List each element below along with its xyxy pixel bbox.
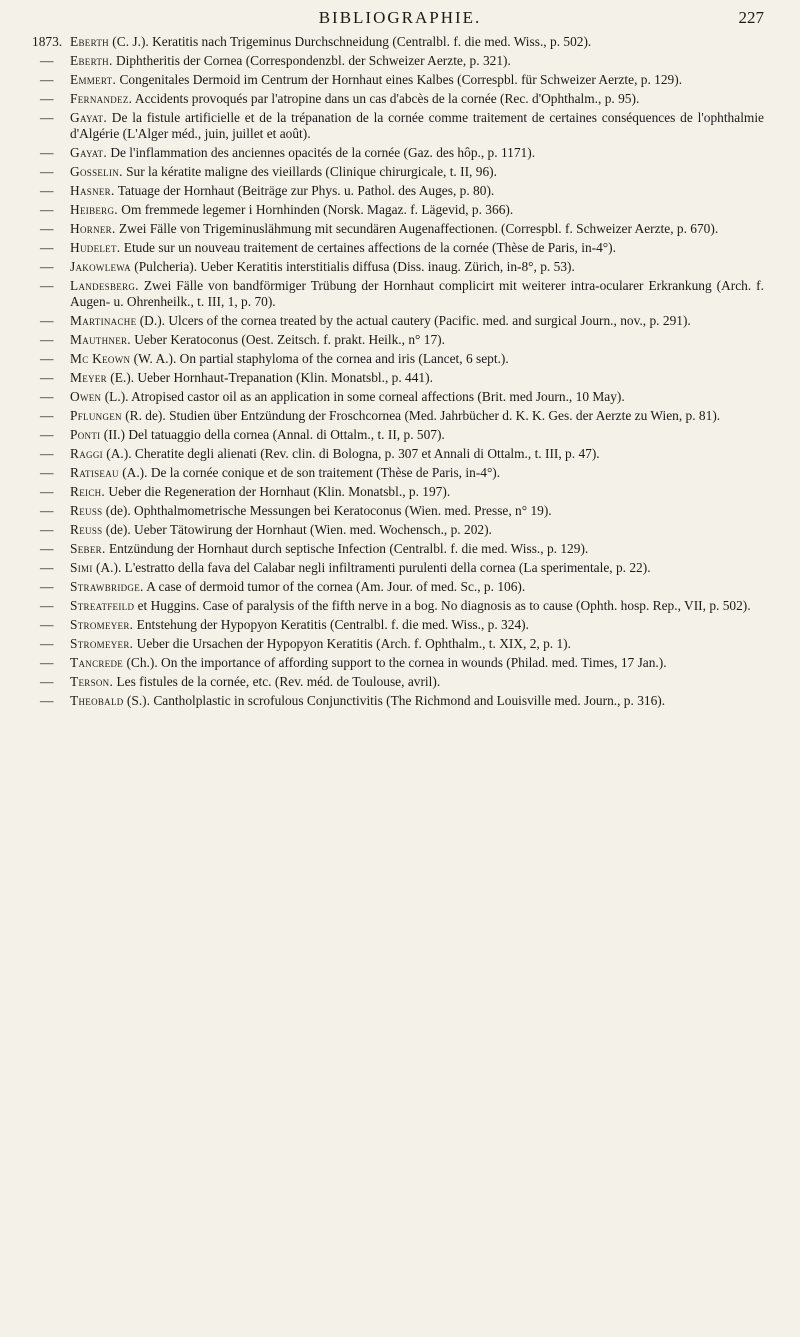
bibliography-entry: [32, 579, 764, 595]
entry-citation: Etude sur un nouveau traitement de certaines affections de la cornée (Thèse de Paris, in-4°).: [120, 240, 616, 256]
bibliography-entry: [32, 259, 764, 275]
entry-author: Horner.: [70, 221, 116, 237]
running-head: [0, 6, 800, 32]
entry-dash: —: [40, 370, 54, 386]
bibliography-entry: [32, 164, 764, 180]
entry-author: Pflungen: [70, 408, 122, 424]
entry-citation: Les fistules de la cornée, etc. (Rev. méd. de Toulouse, avril).: [113, 674, 441, 690]
entry-author: Ratiseau: [70, 465, 119, 481]
entry-author: Mauthner.: [70, 332, 131, 348]
bibliography-entry: [32, 674, 764, 690]
entry-dash: —: [40, 202, 54, 218]
entry-citation: Entstehung der Hypopyon Keratitis (Centralbl. f. die med. Wiss., p. 324).: [133, 617, 529, 633]
entry-dash: —: [40, 674, 54, 690]
entry-citation: (S.). Cantholplastic in scrofulous Conjunctivitis (The Richmond and Louisville med. Journ., p. 316).: [123, 693, 666, 709]
entry-dash: —: [40, 408, 54, 424]
entry-dash: —: [40, 183, 54, 199]
running-title: BIBLIOGRAPHIE.: [318, 8, 482, 27]
entry-dash: —: [40, 240, 54, 256]
entry-dash: —: [40, 145, 54, 161]
entry-citation: De la fistule artificielle et de la trépanation de la cornée comme traitement de certaines conséquences de l'ophthalmie d'Algérie (L'Alger méd., juin, juillet et août).: [70, 110, 764, 142]
entry-citation: Zwei Fälle von Trigeminuslähmung mit secundären Augenaffectionen. (Correspbl. f. Schweizer Aerzte, p. 670).: [115, 221, 719, 237]
entry-author: Gayat.: [70, 110, 107, 125]
bibliography-entry: [32, 636, 764, 652]
entry-author: Raggi: [70, 446, 103, 462]
entry-citation: Diphtheritis der Cornea (Correspondenzbl. der Schweizer Aerzte, p. 321).: [112, 53, 511, 68]
entry-citation: Tatuage der Hornhaut (Beiträge zur Phys. u. Pathol. des Auges, p. 80).: [114, 183, 495, 199]
entry-dash: —: [40, 655, 54, 671]
entry-citation: (II.) Del tatuaggio della cornea (Annal. di Ottalm., t. II, p. 507).: [100, 427, 445, 443]
entry-citation: Ueber die Regeneration der Hornhaut (Klin. Monatsbl., p. 197).: [105, 484, 451, 500]
entry-author: Reuss: [70, 522, 103, 538]
entry-author: Meyer: [70, 370, 107, 386]
entry-author: Emmert.: [70, 72, 117, 87]
entry-citation: (W. A.). On partial staphyloma of the cornea and iris (Lancet, 6 sept.).: [130, 351, 509, 367]
entry-author: Gosselin.: [70, 164, 123, 180]
entry-author: Terson.: [70, 674, 114, 690]
bibliography-entry: [32, 221, 764, 237]
entry-dash: —: [40, 522, 54, 538]
bibliography-entry: [32, 541, 764, 557]
bibliography-entry: [32, 655, 764, 671]
bibliography-entry: [32, 446, 764, 462]
entry-dash: —: [40, 617, 54, 633]
entry-citation: (A.). Cheratite degli alienati (Rev. clin. di Bologna, p. 307 et Annali di Ottalm., t. III, p. 47).: [102, 446, 600, 462]
entry-citation: (A.). De la cornée conique et de son traitement (Thèse de Paris, in-4°).: [118, 465, 501, 481]
entry-author: Reuss: [70, 503, 103, 519]
entry-dash: —: [40, 332, 54, 348]
entry-dash: —: [40, 389, 54, 405]
entry-author: Ponti: [70, 427, 101, 443]
entry-author: Stromeyer.: [70, 617, 134, 633]
entry-dash: —: [40, 313, 54, 329]
bibliography-entry: [32, 370, 764, 386]
entry-author: Heiberg.: [70, 202, 118, 218]
entry-author: Hasner.: [70, 183, 115, 199]
bibliography-entry: [32, 110, 764, 142]
entry-author: Stromeyer.: [70, 636, 134, 652]
entry-dash: —: [40, 579, 54, 595]
entry-dash: —: [40, 164, 54, 180]
entry-author: Theobald: [70, 693, 124, 709]
bibliography-entry: [32, 503, 764, 519]
entry-citation: (D.). Ulcers of the cornea treated by the actual cautery (Pacific. med. and surgical Journ., nov., p. 291).: [136, 313, 691, 329]
entry-author: Eberth.: [70, 53, 113, 68]
entry-author: Mc Keown: [70, 351, 131, 367]
bibliography-entry: [32, 427, 764, 443]
entry-dash: —: [40, 636, 54, 652]
bibliography-entry: [32, 598, 764, 614]
entry-author: Seber.: [70, 541, 106, 557]
entry-author: Fernandez.: [70, 91, 133, 106]
bibliography-list: [32, 34, 764, 712]
entry-citation: Ueber die Ursachen der Hypopyon Keratitis (Arch. f. Ophthalm., t. XIX, 2, p. 1).: [133, 636, 571, 652]
entry-year: 1873.: [32, 34, 63, 49]
bibliography-entry: [32, 202, 764, 218]
entry-citation: Entzündung der Hornhaut durch septische Infection (Centralbl. f. die med. Wiss., p. 129).: [105, 541, 589, 557]
entry-dash: —: [40, 351, 54, 367]
entry-citation: et Huggins. Case of paralysis of the fifth nerve in a bog. No diagnosis as to cause (Ophth. hosp. Rep., VII, p. 502).: [134, 598, 751, 614]
entry-dash: —: [40, 53, 54, 68]
entry-citation: (L.). Atropised castor oil as an application in some corneal affections (Brit. med Journ., 10 May).: [101, 389, 625, 405]
bibliography-entry: [32, 389, 764, 405]
bibliography-entry: [32, 278, 764, 310]
entry-citation: (A.). L'estratto della fava del Calabar negli infiltramenti purulenti della cornea (La sperimentale, p. 22).: [92, 560, 651, 576]
entry-author: Reich.: [70, 484, 106, 500]
page-number: 227: [738, 8, 764, 27]
entry-citation: (R. de). Studien über Entzündung der Froschcornea (Med. Jahrbücher d. K. K. Ges. der Aerzte zu Wien, p. 81).: [121, 408, 721, 424]
bibliography-entry: [32, 240, 764, 256]
entry-dash: —: [40, 427, 54, 443]
entry-dash: —: [40, 541, 54, 557]
entry-dash: —: [40, 693, 54, 709]
entry-dash: —: [40, 484, 54, 500]
bibliography-entry: [32, 465, 764, 481]
bibliography-entry: [32, 145, 764, 161]
entry-author: Hudelet.: [70, 240, 121, 256]
entry-citation: A case of dermoid tumor of the cornea (Am. Jour. of med. Sc., p. 106).: [143, 579, 526, 595]
entry-dash: —: [40, 465, 54, 481]
bibliography-entry: [32, 351, 764, 367]
entry-citation: (C. J.). Keratitis nach Trigeminus Durchschneidung (Centralbl. f. die med. Wiss., p. 502).: [108, 34, 592, 49]
bibliography-entry: [32, 693, 764, 709]
entry-dash: —: [40, 278, 54, 294]
entry-citation: (Ch.). On the importance of affording support to the cornea in wounds (Philad. med. Times, 17 Jan.).: [123, 655, 667, 671]
entry-citation: Om fremmede legemer i Hornhinden (Norsk. Magaz. f. Lägevid, p. 366).: [117, 202, 514, 218]
entry-dash: —: [40, 259, 54, 275]
bibliography-entry: [32, 522, 764, 538]
bibliography-entry: [32, 183, 764, 199]
entry-dash: —: [40, 503, 54, 519]
entry-citation: (de). Ueber Tätowirung der Hornhaut (Wien. med. Wochensch., p. 202).: [102, 522, 492, 538]
bibliography-entry: [32, 53, 764, 69]
entry-citation: Congenitales Dermoid im Centrum der Hornhaut eines Kalbes (Correspbl. für Schweizer Aerzte, p. 129).: [116, 72, 683, 87]
bibliography-entry: [32, 313, 764, 329]
entry-dash: —: [40, 598, 54, 614]
entry-author: Owen: [70, 389, 102, 405]
entry-author: Simi: [70, 560, 93, 576]
entry-author: Jakowlewa: [70, 259, 131, 275]
bibliography-entry: [32, 617, 764, 633]
entry-dash: —: [40, 560, 54, 576]
entry-author: Gayat.: [70, 145, 107, 161]
entry-citation: (E.). Ueber Hornhaut-Trepanation (Klin. Monatsbl., p. 441).: [106, 370, 433, 386]
entry-author: Strawbridge.: [70, 579, 144, 595]
entry-citation: De l'inflammation des anciennes opacités de la cornée (Gaz. des hôp., p. 1171).: [107, 145, 536, 161]
bibliography-entry: [32, 91, 764, 107]
entry-citation: Ueber Keratoconus (Oest. Zeitsch. f. prakt. Heilk., n° 17).: [130, 332, 445, 348]
entry-author: Streatfeild: [70, 598, 135, 614]
entry-dash: —: [40, 221, 54, 237]
entry-citation: Sur la kératite maligne des vieillards (Clinique chirurgicale, t. II, 96).: [122, 164, 497, 180]
bibliography-entry: [32, 560, 764, 576]
bibliography-entry: [32, 408, 764, 424]
bibliography-entry: [32, 484, 764, 500]
entry-author: Martinache: [70, 313, 137, 329]
entry-dash: —: [40, 72, 54, 87]
bibliography-entry: [32, 332, 764, 348]
entry-citation: Accidents provoqués par l'atropine dans un cas d'abcès de la cornée (Rec. d'Ophthalm., p. 95).: [132, 91, 640, 106]
bibliography-entry: [32, 34, 764, 50]
entry-dash: —: [40, 446, 54, 462]
entry-author: Tancrede: [70, 655, 124, 671]
entry-citation: (de). Ophthalmometrische Messungen bei Keratoconus (Wien. med. Presse, n° 19).: [102, 503, 552, 519]
entry-citation: (Pulcheria). Ueber Keratitis interstitialis diffusa (Diss. inaug. Zürich, in-8°, p. 53).: [130, 259, 575, 275]
entry-citation: Zwei Fälle von bandförmiger Trübung der Hornhaut complicirt mit weiterer intra-ocularer Erkrankung (Arch. f. Augen- u. Ohrenheilk., t. III, 1, p. 70).: [70, 278, 764, 310]
entry-author: Eberth: [70, 34, 109, 49]
entry-dash: —: [40, 91, 54, 106]
entry-dash: —: [40, 110, 54, 125]
bibliography-entry: [32, 72, 764, 88]
entry-author: Landesberg.: [70, 278, 139, 294]
